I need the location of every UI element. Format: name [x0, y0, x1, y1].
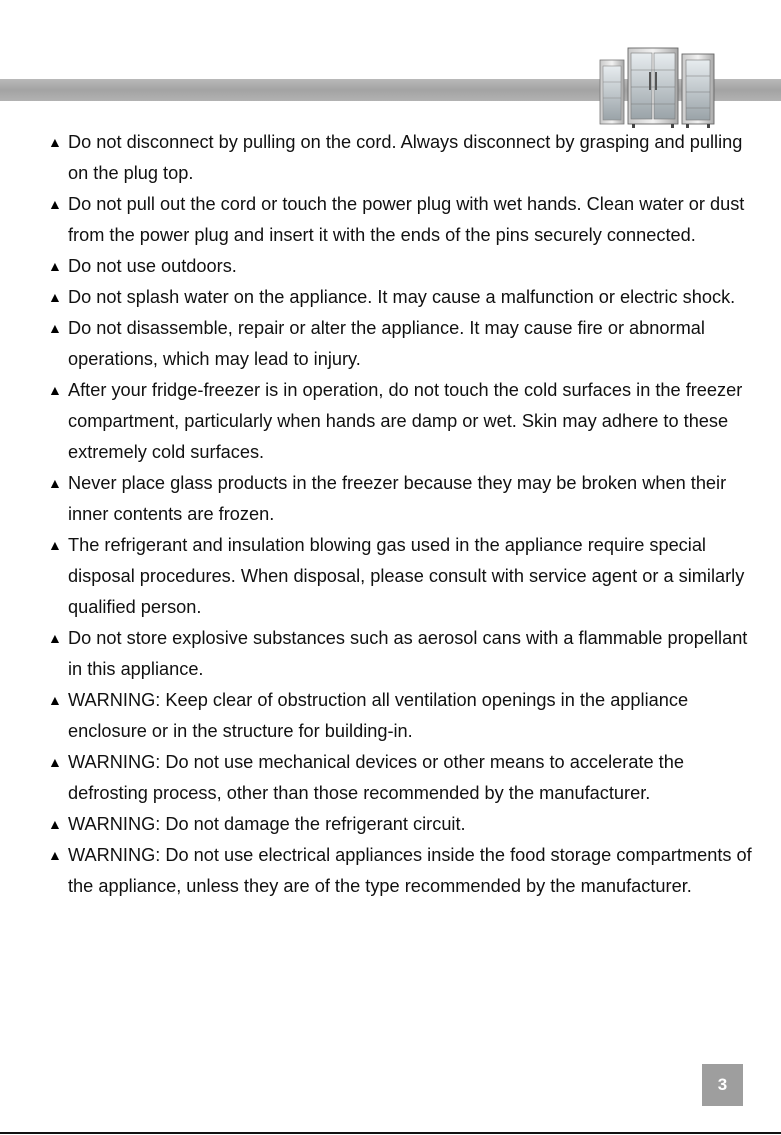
safety-item — [48, 375, 753, 468]
safety-item — [48, 623, 753, 685]
safety-item-text: Do not use outdoors. — [68, 256, 237, 276]
safety-item-text: Do not splash water on the appliance. It may cause a malfunction or electric shock. — [68, 287, 736, 307]
triangle-bullet-icon: ▲ — [48, 320, 62, 336]
safety-item — [48, 313, 753, 375]
safety-item-text: Do not pull out the cord or touch the power plug with wet hands. Clean water or dust from the power plug and insert it with the ends of the pins securely connected. — [68, 194, 745, 245]
triangle-bullet-icon: ▲ — [48, 754, 62, 770]
safety-item — [48, 127, 753, 189]
triangle-bullet-icon: ▲ — [48, 692, 62, 708]
safety-item-text: Do not store explosive substances such as aerosol cans with a flammable propellant in this appliance. — [68, 628, 748, 679]
safety-item — [48, 840, 753, 902]
safety-item-text: The refrigerant and insulation blowing gas used in the appliance require special disposal procedures. When disposal, please consult with service agent or a similarly qualified person. — [68, 535, 745, 617]
refrigerator-illustration — [596, 42, 718, 132]
safety-item — [48, 468, 753, 530]
triangle-bullet-icon: ▲ — [48, 847, 62, 863]
safety-item — [48, 530, 753, 623]
triangle-bullet-icon: ▲ — [48, 258, 62, 274]
safety-item — [48, 685, 753, 747]
safety-item-text: WARNING: Do not damage the refrigerant circuit. — [68, 814, 466, 834]
safety-item-text: After your fridge-freezer is in operation, do not touch the cold surfaces in the freezer compartment, particularly when hands are damp or wet. Skin may adhere to these extremely cold surfaces. — [68, 380, 743, 462]
triangle-bullet-icon: ▲ — [48, 289, 62, 305]
safety-item — [48, 282, 753, 313]
safety-item — [48, 809, 753, 840]
safety-item-text: WARNING: Do not use mechanical devices or other means to accelerate the defrosting process, other than those recommended by the manufacturer. — [68, 752, 684, 803]
safety-item — [48, 747, 753, 809]
safety-item-text: Do not disassemble, repair or alter the appliance. It may cause fire or abnormal operations, which may lead to injury. — [68, 318, 705, 369]
triangle-bullet-icon: ▲ — [48, 630, 62, 646]
page-number: 3 — [702, 1064, 743, 1106]
safety-item-text: WARNING: Keep clear of obstruction all ventilation openings in the appliance enclosure or in the structure for building-in. — [68, 690, 689, 741]
triangle-bullet-icon: ▲ — [48, 537, 62, 553]
triangle-bullet-icon: ▲ — [48, 196, 62, 212]
triangle-bullet-icon: ▲ — [48, 475, 62, 491]
triangle-bullet-icon: ▲ — [48, 382, 62, 398]
safety-list — [48, 127, 753, 902]
safety-item — [48, 251, 753, 282]
safety-item — [48, 189, 753, 251]
safety-item-text: WARNING: Do not use electrical appliances inside the food storage compartments of the appliance, unless they are of the type recommended by the manufacturer. — [68, 845, 752, 896]
triangle-bullet-icon: ▲ — [48, 134, 62, 150]
safety-item-text: Do not disconnect by pulling on the cord. Always disconnect by grasping and pulling on the plug top. — [68, 132, 743, 183]
bottom-rule — [0, 1132, 781, 1134]
safety-item-text: Never place glass products in the freezer because they may be broken when their inner contents are frozen. — [68, 473, 727, 524]
triangle-bullet-icon: ▲ — [48, 816, 62, 832]
